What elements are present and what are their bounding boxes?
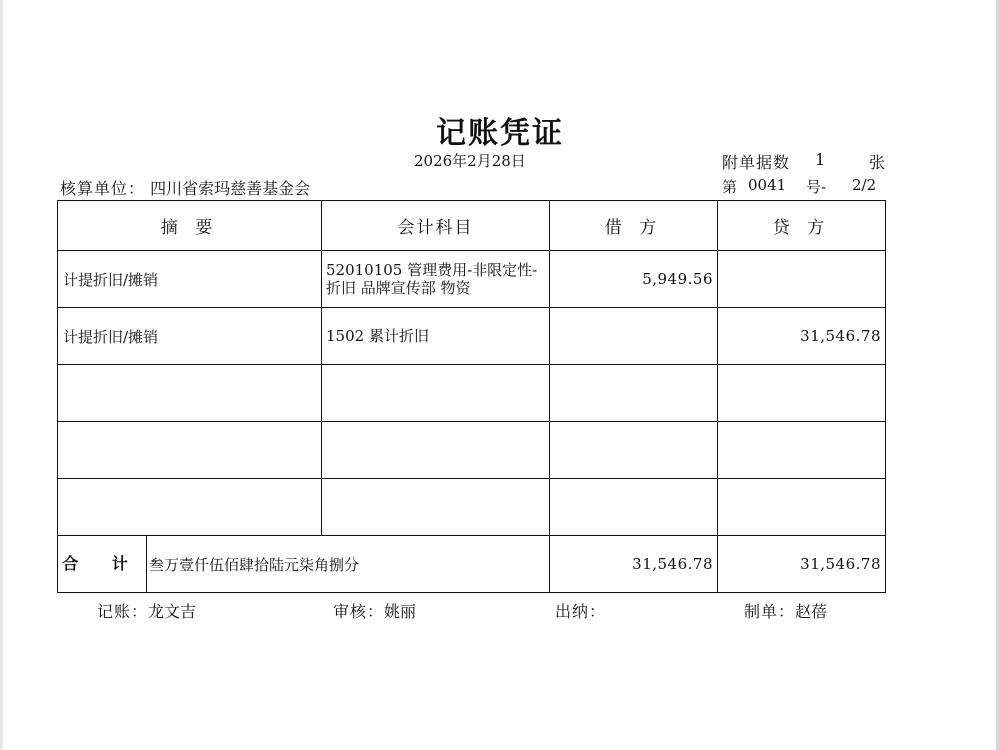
preparer-signature (744, 599, 827, 622)
voucher-prefix: 第 (722, 178, 738, 196)
reviewer-name: 姚丽 (384, 602, 417, 621)
row-debit (550, 365, 718, 422)
table-row (58, 308, 886, 365)
header-summary: 摘 要 (58, 201, 322, 251)
table-row (58, 365, 886, 422)
reviewer-signature (333, 599, 416, 622)
row-summary (58, 479, 322, 536)
reviewer-label: 审核： (333, 602, 385, 621)
table-row (58, 251, 886, 308)
row-account (322, 479, 550, 536)
table-row (58, 479, 886, 536)
row-debit: 5,949.56 (550, 251, 718, 308)
header-account: 会计科目 (322, 201, 550, 251)
total-debit: 31,546.78 (550, 536, 718, 593)
document-title: 记账凭证 (436, 116, 564, 151)
row-summary: 计提折旧/摊销 (58, 251, 322, 308)
voucher-number-value: 0041 (748, 176, 787, 194)
voucher-date: 2026年2月28日 (414, 152, 526, 170)
row-account: 1502 累计折旧 (322, 308, 550, 365)
cashier-signature (555, 599, 606, 622)
row-debit (550, 422, 718, 479)
voucher-table (57, 200, 886, 593)
table-row (58, 422, 886, 479)
bookkeeper-label: 记账： (97, 602, 149, 621)
total-cell (58, 536, 550, 593)
attachments-unit: 张 (869, 153, 886, 172)
preparer-label: 制单： (744, 602, 796, 621)
row-summary: 计提折旧/摊销 (58, 308, 322, 365)
row-account (322, 365, 550, 422)
cashier-label: 出纳： (555, 602, 607, 621)
attachments-info (722, 150, 886, 173)
attachments-label: 附单据数 (722, 153, 791, 172)
attachments-count: 1 (815, 150, 826, 169)
voucher-page: 2/2 (852, 176, 877, 194)
total-credit: 31,546.78 (718, 536, 886, 593)
voucher-suffix: 号- (806, 178, 827, 196)
row-summary (58, 422, 322, 479)
row-credit: 31,546.78 (718, 308, 886, 365)
accounting-unit-label: 核算单位： (60, 179, 146, 198)
accounting-unit (60, 176, 310, 199)
accounting-unit-value: 四川省索玛慈善基金会 (150, 179, 311, 198)
table-header-row (58, 201, 886, 251)
header-debit: 借 方 (550, 201, 718, 251)
row-credit (718, 422, 886, 479)
row-credit (718, 479, 886, 536)
bookkeeper-signature (97, 599, 196, 622)
row-credit (718, 251, 886, 308)
bookkeeper-name: 龙文吉 (148, 602, 197, 621)
row-credit (718, 365, 886, 422)
total-amount-in-words: 叁万壹仟伍佰肆拾陆元柒角捌分 (149, 555, 360, 574)
total-label: 合 计 (58, 536, 147, 592)
total-row (58, 536, 886, 593)
row-summary (58, 365, 322, 422)
header-credit: 贷 方 (718, 201, 886, 251)
row-account: 52010105 管理费用-非限定性-折旧 品牌宣传部 物资 (322, 251, 550, 308)
row-debit (550, 308, 718, 365)
preparer-name: 赵蓓 (795, 602, 828, 621)
row-debit (550, 479, 718, 536)
row-account (322, 422, 550, 479)
